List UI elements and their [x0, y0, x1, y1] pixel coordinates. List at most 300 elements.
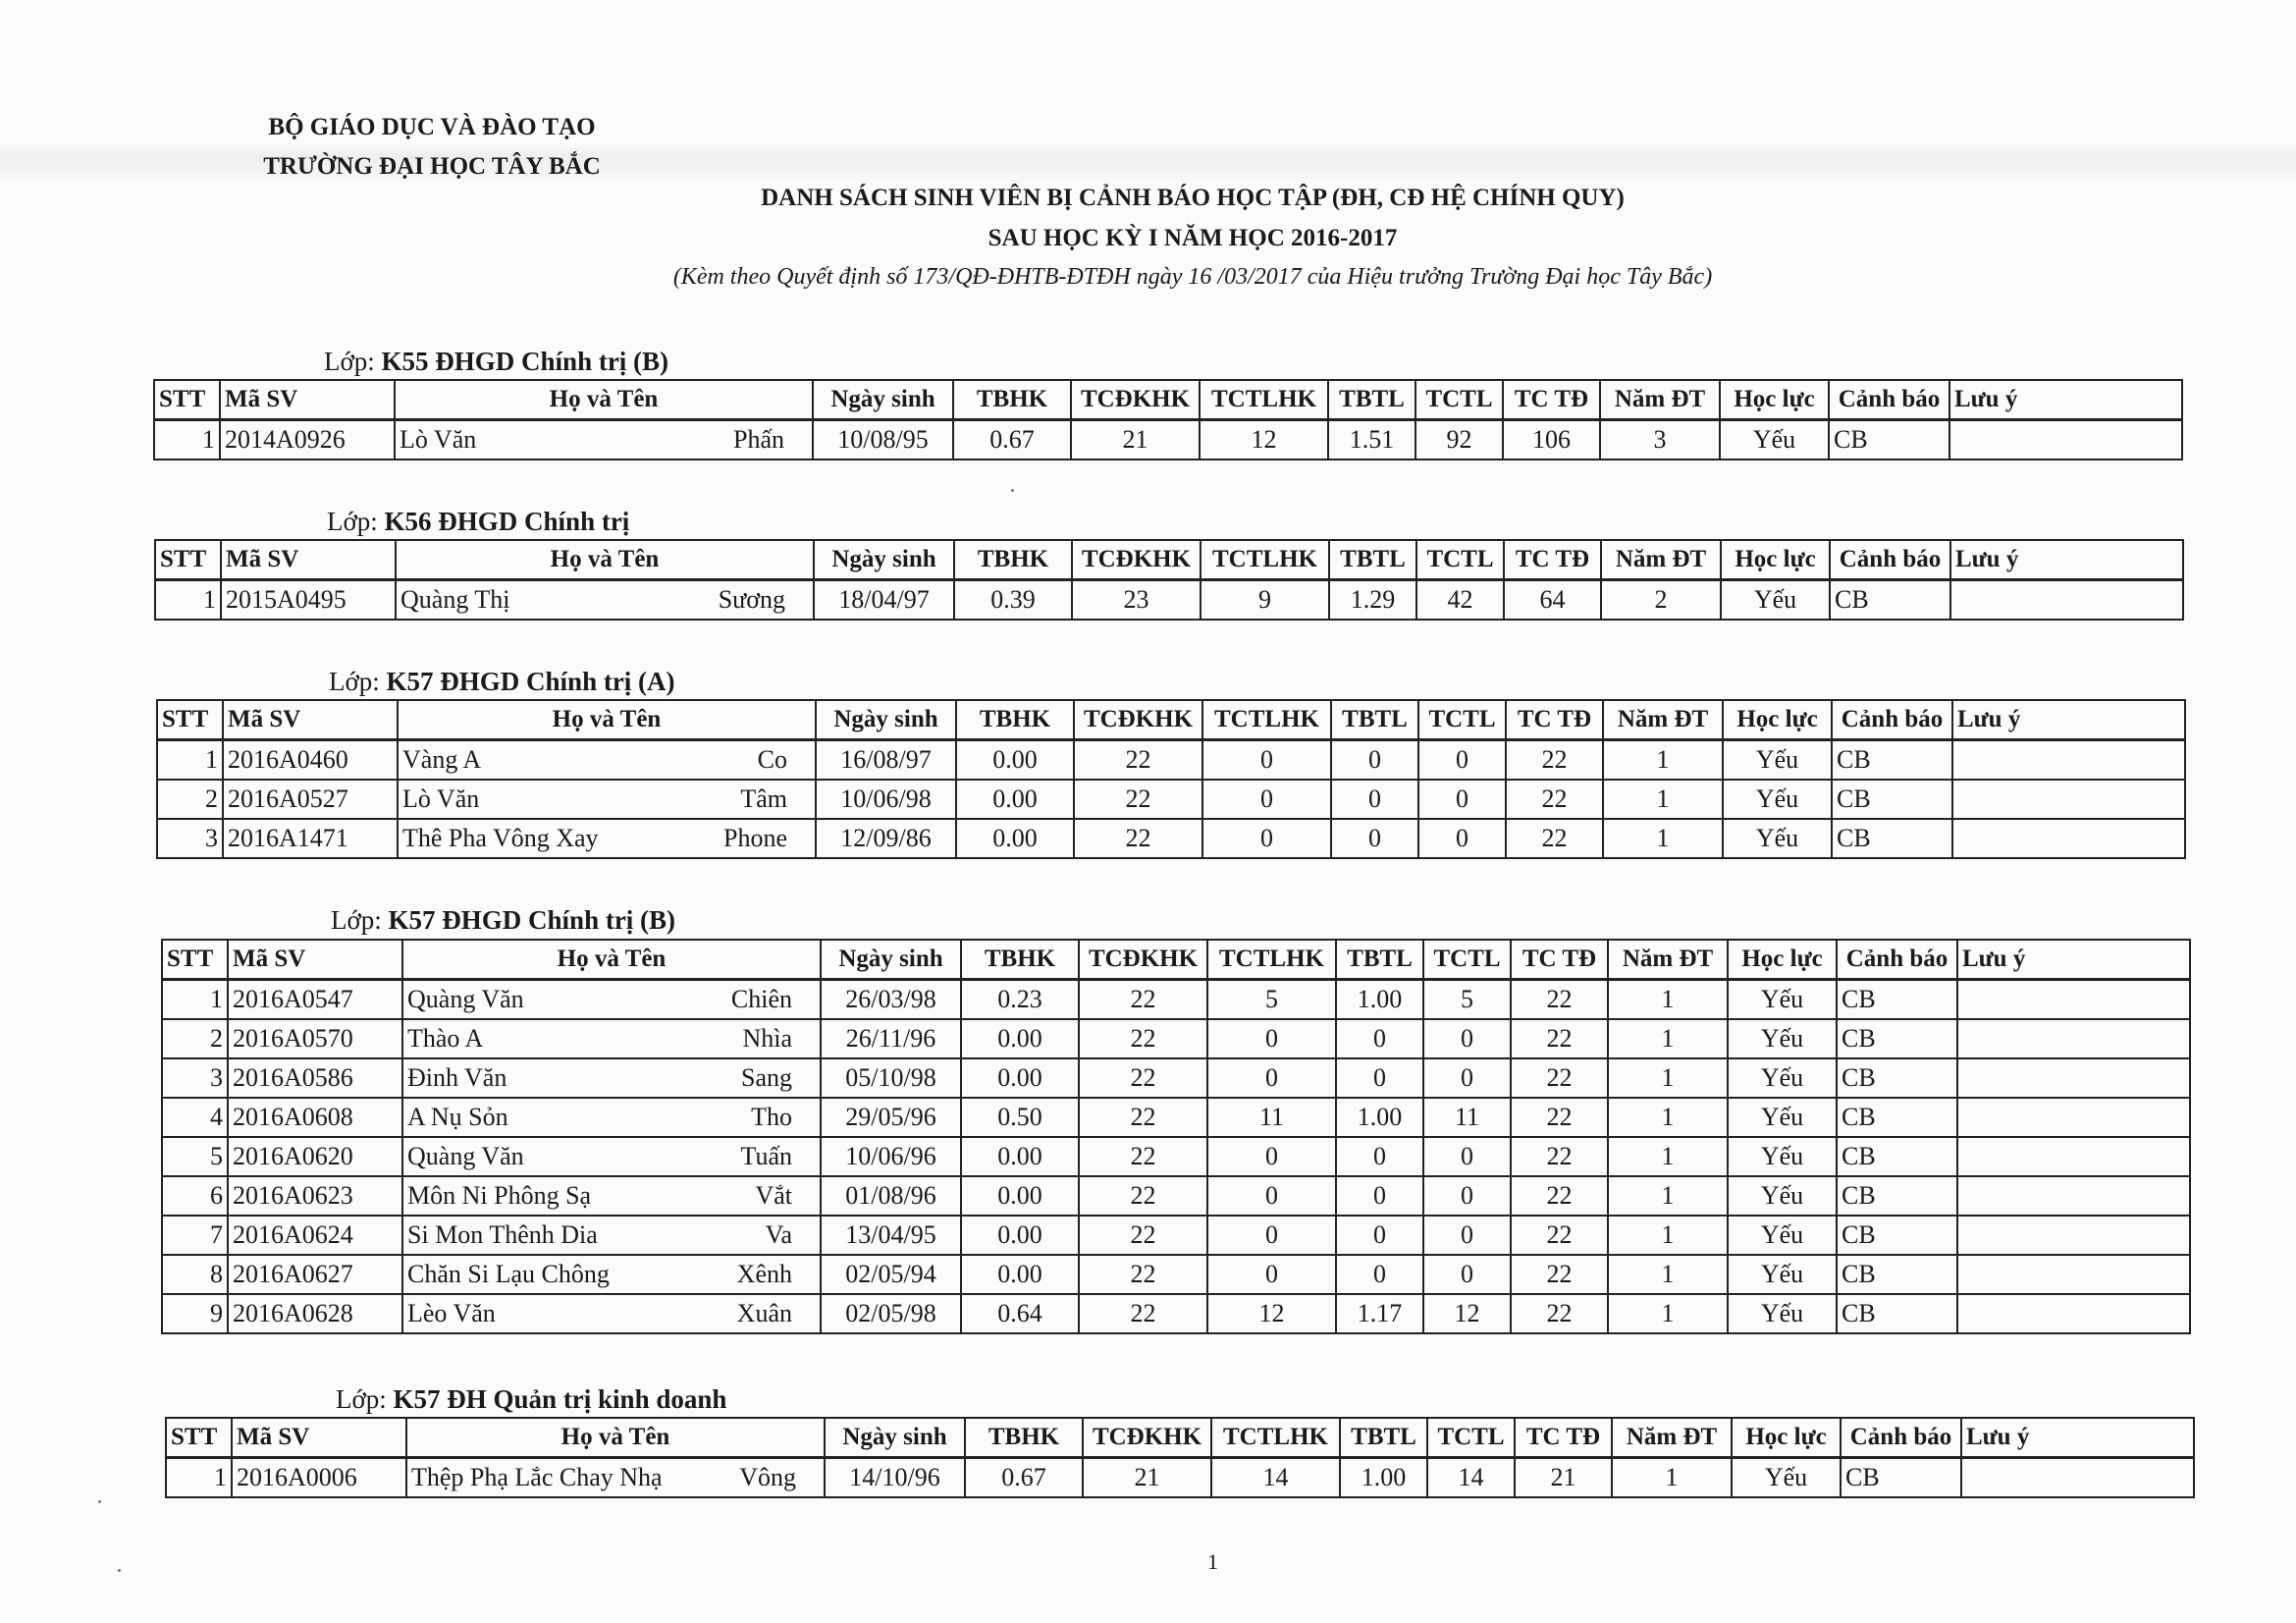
- issuing-organization: [236, 108, 628, 187]
- tc-td-cell: 22: [1511, 1098, 1608, 1137]
- luu-y-cell: [1957, 1294, 2190, 1333]
- column-header: TCĐKHK: [1072, 540, 1201, 580]
- nam-dt-cell: 1: [1608, 1098, 1728, 1137]
- birth-date-cell: 02/05/94: [821, 1255, 961, 1294]
- tctlhk-cell: 11: [1207, 1098, 1336, 1137]
- column-header: Lưu ý: [1952, 700, 2185, 740]
- column-header: Họ và Tên: [398, 700, 816, 740]
- full-name-cell: [398, 780, 816, 819]
- table-row: [162, 1294, 2190, 1333]
- class-label: [329, 667, 675, 697]
- document-subtitle: SAU HỌC KỲ I NĂM HỌC 2016-2017: [988, 225, 1398, 251]
- column-header: Họ và Tên: [406, 1418, 825, 1458]
- class-name: K57 ĐHGD Chính trị (B): [388, 905, 676, 935]
- canh-bao-cell: CB: [1837, 1216, 1957, 1255]
- tctl-cell: 0: [1423, 1058, 1511, 1098]
- tctl-cell: 92: [1415, 420, 1503, 460]
- column-header: Mã SV: [228, 940, 402, 980]
- stt-cell: 5: [162, 1137, 228, 1176]
- given-name: Tâm: [740, 784, 787, 813]
- tc-td-cell: 22: [1506, 780, 1603, 819]
- full-name-cell: [402, 980, 821, 1020]
- full-name-cell: [406, 1458, 825, 1498]
- tctl-cell: 0: [1418, 780, 1506, 819]
- tctlhk-cell: 12: [1200, 420, 1328, 460]
- hoc-luc-cell: Yếu: [1728, 1137, 1837, 1176]
- canh-bao-cell: CB: [1832, 819, 1952, 858]
- stt-cell: 2: [162, 1019, 228, 1058]
- birth-date-cell: 10/06/98: [816, 780, 956, 819]
- stt-cell: 1: [166, 1458, 232, 1498]
- table-row: [162, 980, 2190, 1020]
- birth-date-cell: 02/05/98: [821, 1294, 961, 1333]
- tcdkhk-cell: 21: [1071, 420, 1200, 460]
- tcdkhk-cell: 22: [1079, 1294, 1207, 1333]
- column-header: TCTLHK: [1200, 380, 1328, 420]
- scan-speck: [118, 1569, 121, 1572]
- full-name-cell: [402, 1019, 821, 1058]
- hoc-luc-cell: Yếu: [1728, 1019, 1837, 1058]
- table-row: [157, 740, 2185, 781]
- canh-bao-cell: CB: [1837, 980, 1957, 1020]
- column-header: Cảnh báo: [1829, 380, 1949, 420]
- column-header: TCTL: [1415, 380, 1503, 420]
- table-row: [166, 1458, 2194, 1498]
- column-header: STT: [157, 700, 223, 740]
- class-prefix: Lớp:: [329, 667, 380, 696]
- table-header-row: [154, 380, 2182, 420]
- hoc-luc-cell: Yếu: [1728, 980, 1837, 1020]
- tbhk-cell: 0.00: [961, 1019, 1079, 1058]
- column-header: STT: [155, 540, 221, 580]
- tcdkhk-cell: 22: [1079, 1255, 1207, 1294]
- scan-speck: [1011, 489, 1014, 492]
- column-header: Mã SV: [220, 380, 395, 420]
- tbtl-cell: 1.17: [1336, 1294, 1423, 1333]
- luu-y-cell: [1950, 580, 2183, 621]
- family-middle-name: Si Mon Thênh Dia: [407, 1220, 598, 1249]
- tctl-cell: 12: [1423, 1294, 1511, 1333]
- full-name-cell: [402, 1294, 821, 1333]
- birth-date-cell: 29/05/96: [821, 1098, 961, 1137]
- column-header: Học lực: [1728, 940, 1837, 980]
- column-header: TBTL: [1331, 700, 1418, 740]
- column-header: Ngày sinh: [825, 1418, 965, 1458]
- nam-dt-cell: 3: [1600, 420, 1720, 460]
- tbhk-cell: 0.00: [956, 740, 1074, 781]
- hoc-luc-cell: Yếu: [1728, 1098, 1837, 1137]
- student-id-cell: 2016A0006: [232, 1458, 406, 1498]
- column-header: TBHK: [953, 380, 1071, 420]
- tbhk-cell: 0.39: [954, 580, 1072, 621]
- family-middle-name: Vàng A: [402, 745, 482, 774]
- luu-y-cell: [1957, 1098, 2190, 1137]
- nam-dt-cell: 1: [1603, 819, 1723, 858]
- column-header: Lưu ý: [1961, 1418, 2194, 1458]
- tcdkhk-cell: 22: [1079, 1216, 1207, 1255]
- full-name-cell: [398, 740, 816, 781]
- column-header: TBHK: [965, 1418, 1083, 1458]
- family-middle-name: Thào A: [407, 1024, 484, 1053]
- class-label: [336, 1384, 726, 1415]
- column-header: Năm ĐT: [1612, 1418, 1732, 1458]
- tcdkhk-cell: 21: [1083, 1458, 1211, 1498]
- canh-bao-cell: CB: [1832, 740, 1952, 781]
- tc-td-cell: 106: [1503, 420, 1600, 460]
- table-row: [157, 819, 2185, 858]
- hoc-luc-cell: Yếu: [1732, 1458, 1841, 1498]
- given-name: Va: [765, 1220, 792, 1249]
- column-header: Cảnh báo: [1837, 940, 1957, 980]
- nam-dt-cell: 1: [1612, 1458, 1732, 1498]
- column-header: Học lực: [1723, 700, 1832, 740]
- tctl-cell: 0: [1423, 1137, 1511, 1176]
- tbhk-cell: 0.00: [961, 1255, 1079, 1294]
- stt-cell: 6: [162, 1176, 228, 1216]
- class-name: K56 ĐHGD Chính trị: [384, 507, 630, 536]
- birth-date-cell: 01/08/96: [821, 1176, 961, 1216]
- page-number: 1: [1207, 1549, 1218, 1574]
- class-name: K55 ĐHGD Chính trị (B): [381, 347, 669, 376]
- hoc-luc-cell: Yếu: [1723, 780, 1832, 819]
- ministry-name: BỘ GIÁO DỤC VÀ ĐÀO TẠO: [268, 114, 596, 140]
- tc-td-cell: 22: [1511, 1255, 1608, 1294]
- scan-speck: [98, 1500, 101, 1503]
- column-header: TBTL: [1328, 380, 1415, 420]
- stt-cell: 4: [162, 1098, 228, 1137]
- nam-dt-cell: 1: [1603, 780, 1723, 819]
- birth-date-cell: 26/11/96: [821, 1019, 961, 1058]
- given-name: Chiên: [730, 985, 792, 1013]
- given-name: Co: [757, 745, 787, 774]
- birth-date-cell: 10/06/96: [821, 1137, 961, 1176]
- family-middle-name: Lèo Văn: [407, 1299, 496, 1327]
- column-header: TCTLHK: [1201, 540, 1329, 580]
- class-label: [331, 905, 675, 936]
- tctlhk-cell: 14: [1211, 1458, 1340, 1498]
- student-id-cell: 2016A0547: [228, 980, 402, 1020]
- column-header: Cảnh báo: [1841, 1418, 1961, 1458]
- canh-bao-cell: CB: [1837, 1137, 1957, 1176]
- family-middle-name: Thệp Phạ Lắc Chay Nhạ: [411, 1463, 663, 1491]
- canh-bao-cell: CB: [1837, 1176, 1957, 1216]
- tbhk-cell: 0.00: [956, 780, 1074, 819]
- tbhk-cell: 0.64: [961, 1294, 1079, 1333]
- given-name: Vông: [739, 1463, 796, 1491]
- given-name: Phấn: [733, 425, 784, 454]
- tc-td-cell: 22: [1511, 1176, 1608, 1216]
- table-header-row: [155, 540, 2183, 580]
- tbhk-cell: 0.00: [961, 1058, 1079, 1098]
- full-name-cell: [402, 1137, 821, 1176]
- canh-bao-cell: CB: [1837, 1019, 1957, 1058]
- column-header: TCĐKHK: [1079, 940, 1207, 980]
- tctlhk-cell: 0: [1207, 1216, 1336, 1255]
- tctlhk-cell: 0: [1207, 1176, 1336, 1216]
- column-header: TBHK: [954, 540, 1072, 580]
- tc-td-cell: 22: [1511, 1216, 1608, 1255]
- tcdkhk-cell: 22: [1079, 1058, 1207, 1098]
- tbtl-cell: 0: [1331, 780, 1418, 819]
- stt-cell: 3: [162, 1058, 228, 1098]
- luu-y-cell: [1957, 1176, 2190, 1216]
- column-header: Ngày sinh: [813, 380, 953, 420]
- given-name: Sang: [741, 1063, 792, 1092]
- column-header: Lưu ý: [1950, 540, 2183, 580]
- tbhk-cell: 0.00: [961, 1176, 1079, 1216]
- tcdkhk-cell: 23: [1072, 580, 1201, 621]
- table-row: [162, 1137, 2190, 1176]
- stt-cell: 2: [157, 780, 223, 819]
- nam-dt-cell: 1: [1608, 1255, 1728, 1294]
- student-id-cell: 2014A0926: [220, 420, 395, 460]
- tc-td-cell: 22: [1506, 740, 1603, 781]
- hoc-luc-cell: Yếu: [1721, 580, 1830, 621]
- family-middle-name: Lò Văn: [402, 784, 480, 813]
- canh-bao-cell: CB: [1832, 780, 1952, 819]
- stt-cell: 1: [157, 740, 223, 781]
- luu-y-cell: [1957, 980, 2190, 1020]
- table-row: [162, 1176, 2190, 1216]
- column-header: STT: [166, 1418, 232, 1458]
- student-id-cell: 2016A0620: [228, 1137, 402, 1176]
- table-row: [155, 580, 2183, 621]
- column-header: Lưu ý: [1949, 380, 2182, 420]
- nam-dt-cell: 1: [1608, 980, 1728, 1020]
- luu-y-cell: [1952, 819, 2185, 858]
- birth-date-cell: 26/03/98: [821, 980, 961, 1020]
- student-table: [156, 699, 2186, 859]
- given-name: Nhìa: [742, 1024, 792, 1053]
- column-header: TBHK: [961, 940, 1079, 980]
- class-prefix: Lớp:: [324, 347, 375, 376]
- table-header-row: [162, 940, 2190, 980]
- tcdkhk-cell: 22: [1079, 1176, 1207, 1216]
- given-name: Sương: [718, 585, 785, 614]
- table-row: [162, 1098, 2190, 1137]
- luu-y-cell: [1957, 1216, 2190, 1255]
- column-header: TCTLHK: [1211, 1418, 1340, 1458]
- luu-y-cell: [1957, 1137, 2190, 1176]
- column-header: Họ và Tên: [402, 940, 821, 980]
- student-id-cell: 2016A0527: [223, 780, 398, 819]
- column-header: TCĐKHK: [1074, 700, 1202, 740]
- column-header: TBHK: [956, 700, 1074, 740]
- nam-dt-cell: 1: [1608, 1137, 1728, 1176]
- table-row: [162, 1058, 2190, 1098]
- table-header-row: [157, 700, 2185, 740]
- column-header: TBTL: [1329, 540, 1416, 580]
- family-middle-name: Thê Pha Vông Xay: [402, 824, 599, 852]
- tbtl-cell: 1.00: [1336, 1098, 1423, 1137]
- luu-y-cell: [1957, 1058, 2190, 1098]
- tbtl-cell: 0: [1336, 1255, 1423, 1294]
- full-name-cell: [396, 580, 814, 621]
- student-id-cell: 2016A0460: [223, 740, 398, 781]
- full-name-cell: [402, 1255, 821, 1294]
- tbtl-cell: 0: [1336, 1176, 1423, 1216]
- canh-bao-cell: CB: [1841, 1458, 1961, 1498]
- birth-date-cell: 10/08/95: [813, 420, 953, 460]
- canh-bao-cell: CB: [1830, 580, 1950, 621]
- tctl-cell: 0: [1423, 1176, 1511, 1216]
- family-middle-name: Lò Văn: [400, 425, 477, 454]
- class-prefix: Lớp:: [336, 1384, 387, 1414]
- tctlhk-cell: 0: [1207, 1019, 1336, 1058]
- tctlhk-cell: 0: [1207, 1058, 1336, 1098]
- tctlhk-cell: 0: [1207, 1137, 1336, 1176]
- class-prefix: Lớp:: [327, 507, 378, 536]
- tctl-cell: 42: [1416, 580, 1504, 621]
- tc-td-cell: 22: [1506, 819, 1603, 858]
- tbtl-cell: 1.51: [1328, 420, 1415, 460]
- given-name: Vắt: [755, 1181, 792, 1210]
- tc-td-cell: 22: [1511, 980, 1608, 1020]
- birth-date-cell: 12/09/86: [816, 819, 956, 858]
- tcdkhk-cell: 22: [1074, 819, 1202, 858]
- full-name-cell: [402, 1176, 821, 1216]
- canh-bao-cell: CB: [1837, 1294, 1957, 1333]
- hoc-luc-cell: Yếu: [1728, 1294, 1837, 1333]
- column-header: TC TĐ: [1515, 1418, 1612, 1458]
- column-header: Họ và Tên: [396, 540, 814, 580]
- table-header-row: [166, 1418, 2194, 1458]
- tbhk-cell: 0.00: [961, 1216, 1079, 1255]
- canh-bao-cell: CB: [1837, 1058, 1957, 1098]
- tctlhk-cell: 0: [1202, 780, 1331, 819]
- nam-dt-cell: 1: [1603, 740, 1723, 781]
- decision-reference: (Kèm theo Quyết định số 173/QĐ-ĐHTB-ĐTĐH ngày 16 /03/2017 của Hiệu trưởng Trường Đại học Tây Bắc): [672, 264, 1713, 290]
- column-header: Cảnh báo: [1832, 700, 1952, 740]
- tcdkhk-cell: 22: [1079, 1098, 1207, 1137]
- stt-cell: 8: [162, 1255, 228, 1294]
- tctl-cell: 0: [1423, 1216, 1511, 1255]
- tbhk-cell: 0.00: [961, 1137, 1079, 1176]
- column-header: Mã SV: [221, 540, 396, 580]
- column-header: Học lực: [1732, 1418, 1841, 1458]
- luu-y-cell: [1952, 740, 2185, 781]
- class-label: [327, 507, 629, 537]
- tbhk-cell: 0.67: [965, 1458, 1083, 1498]
- given-name: Tho: [751, 1103, 792, 1131]
- column-header: Họ và Tên: [395, 380, 813, 420]
- nam-dt-cell: 1: [1608, 1294, 1728, 1333]
- column-header: TBTL: [1340, 1418, 1427, 1458]
- column-header: Năm ĐT: [1600, 380, 1720, 420]
- column-header: TCTLHK: [1202, 700, 1331, 740]
- tctlhk-cell: 0: [1207, 1255, 1336, 1294]
- column-header: STT: [162, 940, 228, 980]
- column-header: Ngày sinh: [816, 700, 956, 740]
- given-name: Xênh: [736, 1260, 792, 1288]
- tctlhk-cell: 0: [1202, 819, 1331, 858]
- column-header: Học lực: [1721, 540, 1830, 580]
- tbtl-cell: 0: [1336, 1019, 1423, 1058]
- luu-y-cell: [1952, 780, 2185, 819]
- column-header: TC TĐ: [1503, 380, 1600, 420]
- tbtl-cell: 0: [1336, 1058, 1423, 1098]
- tctl-cell: 5: [1423, 980, 1511, 1020]
- birth-date-cell: 14/10/96: [825, 1458, 965, 1498]
- nam-dt-cell: 2: [1601, 580, 1721, 621]
- column-header: TC TĐ: [1506, 700, 1603, 740]
- column-header: Học lực: [1720, 380, 1829, 420]
- column-header: TC TĐ: [1504, 540, 1601, 580]
- tcdkhk-cell: 22: [1079, 1019, 1207, 1058]
- hoc-luc-cell: Yếu: [1720, 420, 1829, 460]
- tc-td-cell: 22: [1511, 1294, 1608, 1333]
- luu-y-cell: [1957, 1255, 2190, 1294]
- column-header: TCTL: [1416, 540, 1504, 580]
- column-header: TCTL: [1427, 1418, 1515, 1458]
- student-id-cell: 2016A0586: [228, 1058, 402, 1098]
- student-id-cell: 2016A1471: [223, 819, 398, 858]
- student-id-cell: 2016A0570: [228, 1019, 402, 1058]
- full-name-cell: [402, 1098, 821, 1137]
- luu-y-cell: [1949, 420, 2182, 460]
- tbtl-cell: 1.00: [1340, 1458, 1427, 1498]
- hoc-luc-cell: Yếu: [1723, 740, 1832, 781]
- luu-y-cell: [1957, 1019, 2190, 1058]
- class-prefix: Lớp:: [331, 905, 382, 935]
- tctl-cell: 11: [1423, 1098, 1511, 1137]
- tctl-cell: 0: [1423, 1019, 1511, 1058]
- family-middle-name: Môn Ni Phông Sạ: [407, 1181, 592, 1210]
- hoc-luc-cell: Yếu: [1723, 819, 1832, 858]
- column-header: TCTL: [1418, 700, 1506, 740]
- student-id-cell: 2016A0623: [228, 1176, 402, 1216]
- tc-td-cell: 22: [1511, 1137, 1608, 1176]
- column-header: Năm ĐT: [1603, 700, 1723, 740]
- column-header: Lưu ý: [1957, 940, 2190, 980]
- family-middle-name: A Nụ Sỏn: [407, 1103, 508, 1131]
- nam-dt-cell: 1: [1608, 1058, 1728, 1098]
- column-header: TCTL: [1423, 940, 1511, 980]
- student-table: [153, 379, 2183, 460]
- nam-dt-cell: 1: [1608, 1019, 1728, 1058]
- tctlhk-cell: 5: [1207, 980, 1336, 1020]
- column-header: TBTL: [1336, 940, 1423, 980]
- column-header: TC TĐ: [1511, 940, 1608, 980]
- class-name: K57 ĐH Quản trị kinh doanh: [393, 1384, 727, 1414]
- birth-date-cell: 16/08/97: [816, 740, 956, 781]
- tctl-cell: 0: [1418, 819, 1506, 858]
- column-header: TCĐKHK: [1083, 1418, 1211, 1458]
- family-middle-name: Đinh Văn: [407, 1063, 507, 1092]
- student-id-cell: 2015A0495: [221, 580, 396, 621]
- table-row: [157, 780, 2185, 819]
- table-row: [162, 1019, 2190, 1058]
- tbhk-cell: 0.00: [956, 819, 1074, 858]
- column-header: STT: [154, 380, 220, 420]
- stt-cell: 1: [162, 980, 228, 1020]
- tc-td-cell: 21: [1515, 1458, 1612, 1498]
- tbhk-cell: 0.67: [953, 420, 1071, 460]
- student-table: [165, 1417, 2195, 1498]
- tbtl-cell: 1.00: [1336, 980, 1423, 1020]
- nam-dt-cell: 1: [1608, 1216, 1728, 1255]
- student-id-cell: 2016A0628: [228, 1294, 402, 1333]
- class-name: K57 ĐHGD Chính trị (A): [386, 667, 675, 696]
- student-table: [161, 939, 2191, 1334]
- column-header: TCTLHK: [1207, 940, 1336, 980]
- tbtl-cell: 1.29: [1329, 580, 1416, 621]
- family-middle-name: Quàng Văn: [407, 1142, 524, 1170]
- column-header: TCĐKHK: [1071, 380, 1200, 420]
- canh-bao-cell: CB: [1837, 1098, 1957, 1137]
- tctl-cell: 0: [1423, 1255, 1511, 1294]
- canh-bao-cell: CB: [1829, 420, 1949, 460]
